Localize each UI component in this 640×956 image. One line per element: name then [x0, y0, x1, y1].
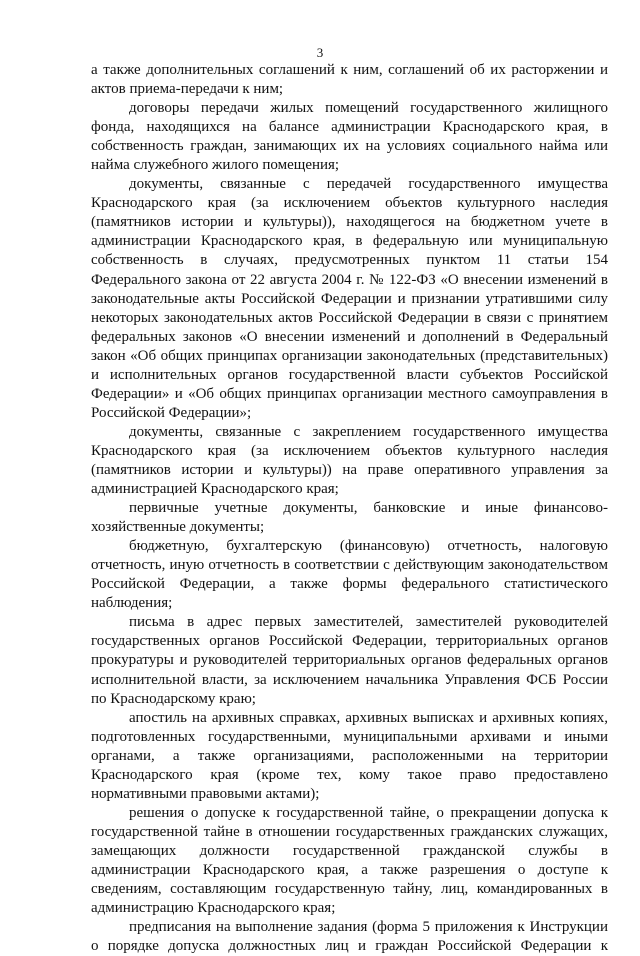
paragraph-housing-transfer: договоры передачи жилых помещений государственного жилищного фонда, находящихся на балансе администрации Краснодарского края, в собственность граждан, занимающих их на условиях социального найма или найма служебного жилого помещения;: [91, 100, 608, 174]
page-number: 3: [316, 45, 324, 60]
paragraph-continuation: а также дополнительных соглашений к ним, соглашений об их расторжении и актов приема-передачи к ним;: [91, 62, 608, 98]
paragraph-reporting: бюджетную, бухгалтерскую (финансовую) отчетность, налоговую отчетность, иную отчетность в соответствии с действующим законодательством Российской Федерации, а также формы федерального статистического наблюдения;: [91, 538, 608, 612]
paragraph-property-assignment: документы, связанные с закреплением государственного имущества Краснодарского края (за исключением объектов культурного наследия (памятников истории и культуры)) на праве оперативного управления за администрацией Краснодарского края;: [91, 423, 608, 498]
paragraph-letters: письма в адрес первых заместителей, заместителей руководителей государственных органов Российской Федерации, территориальных органов прокуратуры и руководителей территориальных органов федеральных органов исполнительной власти, за исключением начальника Управления ФСБ России по Краснодарскому краю;: [91, 614, 608, 707]
paragraph-state-secret: решения о допуске к государственной тайне, о прекращении допуска к государственной тайне в отношении государственных гражданских служащих, замещающих должности государственной гражданской службы в администрации Краснодарского края, а также разрешения о доступе к сведениям, составляющим государственную тайну, лиц, командированных в администрацию Краснодарского края;: [91, 804, 608, 917]
document-body: [91, 61, 608, 956]
paragraph-accounting-documents: первичные учетные документы, банковские и иные финансово-хозяйственные документы;: [91, 500, 608, 536]
paragraph-apostille: апостиль на архивных справках, архивных выписках и архивных копиях, подготовленных государственными, муниципальными архивами и иными органами, а также организациями, расположенными на территории Краснодарского края (кроме тех, кому такое право предоставлено нормативными правовыми актами);: [91, 709, 608, 802]
paragraph-property-transfer: документы, связанные с передачей государственного имущества Краснодарского края (за исключением объектов культурного наследия (памятников истории и культуры)), находящегося на бюджетном учете в администрации Краснодарского края, в федеральную или муниципальную собственность в случаях, предусмотренных пунктом 11 статьи 154 Федерального закона от 22 августа 2004 г. № 122-ФЗ «О внесении изменений в законодательные акты Российской Федерации и признании утратившими силу некоторых законодательных актов Российской Федерации в связи с принятием федеральных законов «О внесении изменений и дополнений в Федеральный закон «Об общих принципах организации законодательных (представительных) и исполнительных органов государственной власти субъектов Российской Федерации» и «Об общих принципах организации местного самоуправления в Российской Федерации»;: [91, 176, 608, 421]
paragraph-prescriptions: предписания на выполнение задания (форма 5 приложения к Инструкции о порядке допуска должностных лиц и граждан Российской Федерации к: [91, 919, 608, 955]
